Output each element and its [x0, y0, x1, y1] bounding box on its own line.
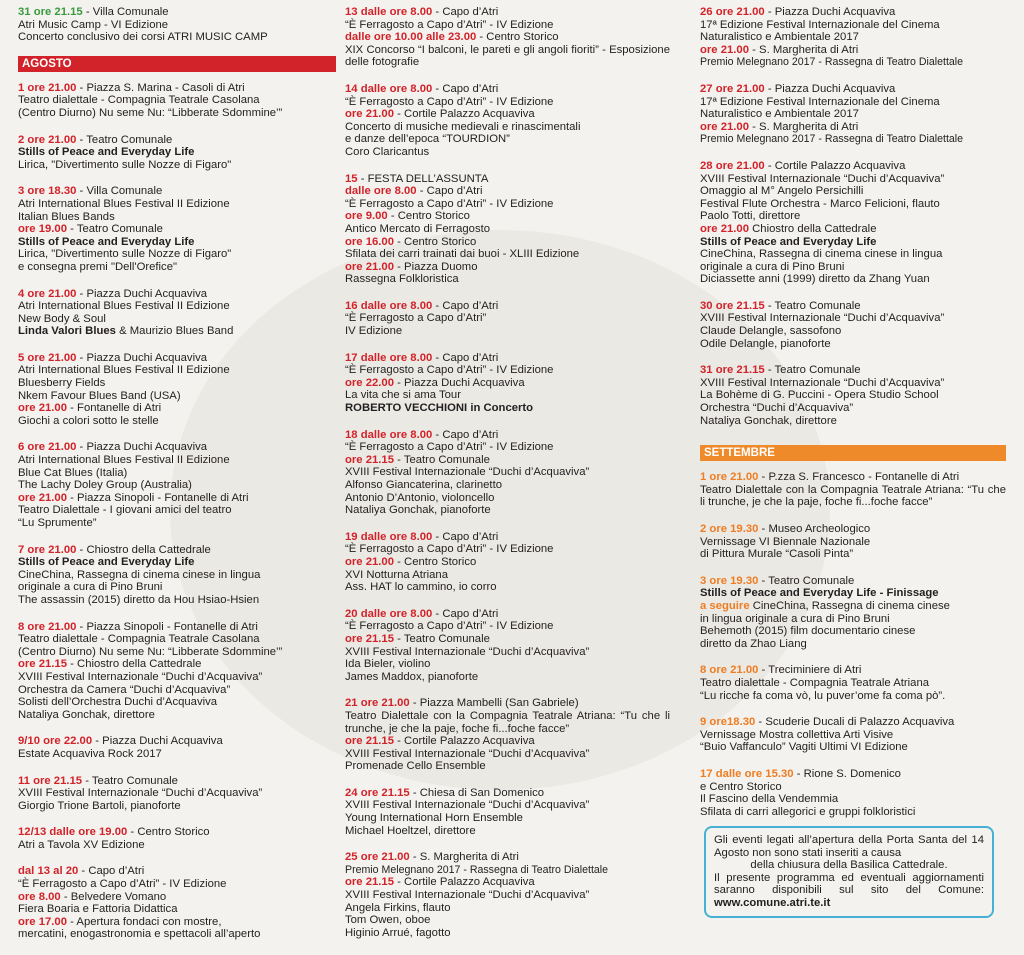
event-line: Behemoth (2015) film documentario cinese	[700, 625, 916, 638]
event-line: Tom Owen, oboe	[345, 914, 431, 927]
event-place: - Capo d’Atri	[432, 82, 499, 95]
event-date: 9 ore18.30	[700, 716, 756, 729]
event-place: - Chiostro della Cattedrale	[67, 658, 202, 671]
event-aug-27	[700, 83, 1006, 146]
event-place: - Centro Storico	[127, 826, 210, 839]
event-time: ore 8.00	[18, 890, 61, 903]
event-line: Stills of Peace and Everyday Life	[18, 146, 195, 159]
event-line: Ass. HAT lo cammino, io corro	[345, 581, 497, 594]
event-sep-9	[700, 716, 1006, 754]
event-line: e Centro Storico	[700, 780, 782, 793]
event-line: Il Fascino della Vendemmia	[700, 793, 839, 806]
event-line: Vernissage Mostra collettiva Arti Visive	[700, 728, 894, 741]
event-place: - Piazza S. Marina - Casoli di Atri	[76, 81, 245, 94]
event-time: ore 21.00	[18, 491, 67, 504]
event-line: XVIII Festival Internazionale “Duchi d’Acquaviva”	[345, 645, 590, 658]
event-aug-19	[345, 531, 670, 594]
event-place: - Teatro Comunale	[764, 364, 861, 377]
event-place: - Piazza Sinopoli - Fontanelle di Atri	[67, 491, 249, 504]
event-time: ore 21.00	[700, 222, 749, 235]
section-header-settembre: SETTEMBRE	[700, 445, 1006, 461]
event-line: Teatro Dialettale con la Compagnia Teatrale Atriana: “Tu che li trunche, je che la paje, foche fi...foche facce”	[700, 483, 1006, 509]
event-place: - Teatro Comunale	[764, 299, 861, 312]
event-date: 3 ore 18.30	[18, 185, 77, 198]
event-line: XVIII Festival Internazionale “Duchi d’Acquaviva”	[345, 466, 590, 479]
event-aug-2	[18, 134, 336, 172]
event-place: - Belvedere Vomano	[60, 890, 167, 903]
event-date: 31 ore 21.15	[700, 364, 765, 377]
event-time: ore 21.15	[18, 658, 67, 671]
event-sep-8	[700, 664, 1006, 702]
event-date: dal 13 al 20	[18, 865, 79, 878]
event-line: Giochi a colori sotto le stelle	[18, 414, 159, 427]
event-line: Vernissage VI Biennale Nazionale	[700, 535, 871, 548]
event-line: (Centro Diurno) Nu seme Nu: “Libberate Sdommine’”	[18, 106, 283, 119]
event-line: CineChina, Rassegna di cinema cinese in lingua	[18, 568, 261, 581]
event-line: “È Ferragosto a Capo d’Atri” - IV Edizione	[345, 197, 554, 210]
event-line: Promenade Cello Ensemble	[345, 760, 486, 773]
event-place: - Piazza Duchi Acquaviva	[92, 735, 223, 748]
event-aug-31	[700, 364, 1006, 427]
event-line: XVI Notturna Atriana	[345, 568, 448, 581]
event-aug-3	[18, 185, 336, 273]
event-date: 4 ore 21.00	[18, 287, 77, 300]
event-date: 17 dalle ore 15.30	[700, 767, 794, 780]
event-line: The assassin (2015) diretto da Hou Hsiao-Hsien	[18, 593, 260, 606]
event-line: “È Ferragosto a Capo d’Atri” - IV Edizione	[345, 441, 554, 454]
event-line: & Maurizio Blues Band	[115, 325, 234, 338]
event-line: originale a cura di Pino Bruni	[18, 581, 163, 594]
event-line: La vita che si ama Tour	[345, 389, 461, 402]
event-line: CineChina, Rassegna di cinema cinese	[749, 599, 950, 612]
event-line: Giorgio Trione Bartoli, pianoforte	[18, 799, 181, 812]
event-date: 26 ore 21.00	[700, 6, 765, 18]
event-place: - Cortile Palazzo Acquaviva	[394, 735, 535, 748]
event-line: “È Ferragosto a Capo d’Atri” - IV Edizione	[345, 364, 554, 377]
event-aug-9-10	[18, 735, 336, 760]
event-place: - Chiostro della Cattedrale	[76, 543, 211, 556]
note-text: Il presente programma ed eventuali aggiornamenti saranno disponibili sul sito del Comune:	[714, 871, 984, 897]
event-place: - Piazza Duchi Acquaviva	[76, 287, 208, 300]
event-time: ore 21.15	[345, 453, 394, 466]
event-date: 3 ore 19.30	[700, 574, 759, 587]
event-time: ore 21.00	[700, 43, 749, 56]
event-line: “È Ferragosto a Capo d’Atri”	[345, 312, 487, 325]
event-line: “È Ferragosto a Capo d’Atri” - IV Edizione	[345, 95, 554, 108]
event-line: Naturalistico e Ambientale 2017	[700, 31, 859, 44]
event-time: ore 16.00	[345, 235, 394, 248]
event-line: Michael Hoeltzel, direttore	[345, 824, 476, 837]
event-line: Atri International Blues Festival II Edizione	[18, 364, 230, 377]
event-aug-6	[18, 441, 336, 529]
event-line: Premio Melegnano 2017 - Rassegna di Teatro Dialettale	[700, 56, 964, 69]
event-time: ore 21.00	[345, 108, 394, 121]
event-time: ore 17.00	[18, 915, 67, 928]
event-line: Alfonso Giancaterina, clarinetto	[345, 479, 502, 491]
event-line: - Finissage	[876, 587, 939, 600]
event-place: - S. Margherita di Atri	[749, 120, 859, 133]
event-line: Italian Blues Bands	[18, 210, 115, 223]
event-line: Nataliya Gonchak, direttore	[18, 708, 155, 721]
event-line: Rassegna Folkloristica	[345, 273, 459, 286]
event-line: “È Ferragosto a Capo d’Atri” - IV Edizione	[345, 18, 554, 31]
note-text: Gli eventi legati all’apertura della Porta Santa del 14 Agosto non sono stati inseriti a causa	[714, 834, 984, 859]
event-time: ore 21.00	[700, 120, 749, 133]
event-line: e danze dell’epoca “TOURDION”	[345, 133, 510, 146]
event-line: Bluesberry Fields	[18, 377, 106, 390]
event-aug-21	[345, 697, 670, 773]
event-time: ore 19.00	[18, 223, 67, 236]
event-line: Antico Mercato di Ferragosto	[345, 222, 491, 235]
event-aug-13-20	[18, 865, 336, 941]
event-date: 19 dalle ore 8.00	[345, 530, 433, 543]
event-date: 1 ore 21.00	[700, 471, 759, 484]
event-line: “Lu ricche fa coma vò, lu puver’ome fa coma pò”.	[700, 689, 946, 702]
event-place: - P.zza S. Francesco - Fontanelle di Atri	[758, 471, 960, 484]
event-line: Atri International Blues Festival II Edizione	[18, 300, 230, 313]
event-line: James Maddox, pianoforte	[345, 670, 479, 683]
event-aug-24	[345, 787, 670, 837]
event-aug-7	[18, 544, 336, 607]
event-place: - Centro Storico	[394, 235, 477, 248]
event-time: ore 21.00	[345, 555, 394, 568]
event-place: - S. Margherita di Atri	[749, 43, 859, 56]
event-line: XVIII Festival Internazionale “Duchi d’Acquaviva”	[18, 670, 263, 683]
event-date: 2 ore 19.30	[700, 523, 759, 535]
event-line: Teatro dialettale - Compagnia Teatrale Atriana	[700, 676, 930, 689]
event-line: Teatro Dialettale con la Compagnia Teatrale Atriana: “Tu che li trunche, je che la paje, foche fi...foche facce”	[345, 709, 670, 735]
event-place: - Treciminiere di Atri	[758, 664, 862, 677]
event-place: - Cortile Palazzo Acquaviva	[394, 108, 535, 121]
event-place: - Teatro Comunale	[76, 133, 173, 146]
event-aug-5	[18, 352, 336, 428]
event-date: 2 ore 21.00	[18, 133, 77, 146]
event-time: ore 22.00	[345, 376, 394, 389]
event-aug-8	[18, 621, 336, 722]
event-date: 30 ore 21.15	[700, 299, 765, 312]
event-place: - Capo d’Atri	[432, 299, 499, 312]
event-line: XVIII Festival Internazionale “Duchi d’Acquaviva”	[18, 787, 263, 800]
event-date: 20 dalle ore 8.00	[345, 607, 433, 620]
event-aug-13	[345, 6, 670, 69]
event-line: (Centro Diurno) Nu seme Nu: “Libberate Sdommine’”	[18, 645, 283, 658]
event-line: di Pittura Murale “Casoli Pinta”	[700, 548, 854, 561]
event-time: ore 21.15	[345, 632, 394, 645]
event-aug-18	[345, 429, 670, 517]
note-text: della chiusura della Basilica Cattedrale.	[750, 859, 948, 872]
event-line: Premio Melegnano 2017 - Rassegna di Teatro Dialettale	[345, 863, 609, 876]
event-line: “È Ferragosto a Capo d’Atri” - IV Edizione	[345, 543, 554, 556]
event-time: ore 21.00	[345, 260, 394, 273]
event-place: - Piazza Duchi Acquaviva	[394, 376, 525, 389]
event-aug-16	[345, 300, 670, 338]
event-line: Teatro Dialettale - I giovani amici del teatro	[18, 504, 232, 517]
event-aug-12-13	[18, 826, 336, 851]
event-line: CineChina, Rassegna di cinema cinese in lingua	[700, 248, 943, 261]
event-line: Sfilata dei carri trainati dai buoi - XLIII Edizione	[345, 248, 580, 261]
event-place: - Piazza Duchi Acquaviva	[764, 6, 896, 18]
event-line: Claude Delangle, sassofono	[700, 325, 842, 338]
event-place: - Villa Comunale	[76, 185, 163, 198]
event-place: - Teatro Comunale	[394, 453, 490, 466]
event-place: - Apertura fondaci con mostre,	[67, 915, 222, 928]
event-date: 11 ore 21.15	[18, 774, 83, 787]
event-line: The Lachy Doley Group (Australia)	[18, 479, 192, 492]
event-place: - Museo Archeologico	[758, 523, 871, 535]
event-place: - Piazza Duomo	[394, 260, 478, 273]
event-line: Linda Valori Blues	[18, 325, 116, 338]
event-line: Omaggio al M° Angelo Persichilli	[700, 185, 864, 198]
event-aug-11	[18, 775, 336, 813]
event-place: - Teatro Comunale	[758, 574, 855, 587]
event-date: 16 dalle ore 8.00	[345, 299, 433, 312]
event-place: - Centro Storico	[387, 210, 470, 223]
event-place: - Capo d’Atri	[78, 865, 145, 878]
event-place: - Rione S. Domenico	[793, 767, 901, 780]
event-date: 6 ore 21.00	[18, 441, 77, 454]
event-aug-1	[18, 82, 336, 120]
event-line: XVIII Festival Internazionale “Duchi d’Acquaviva”	[700, 376, 945, 389]
event-sep-17	[700, 768, 1006, 818]
event-line: XVIII Festival Internazionale “Duchi d’Acquaviva”	[700, 172, 945, 185]
event-line: Odile Delangle, pianoforte	[700, 337, 831, 350]
event-date: 5 ore 21.00	[18, 351, 77, 364]
info-note-box	[704, 826, 994, 918]
event-line: Orchestra “Duchi d’Acquaviva”	[700, 402, 854, 415]
event-line: Antonio D’Antonio, violoncello	[345, 491, 495, 504]
event-place: - Capo d’Atri	[432, 428, 499, 441]
event-time: dalle ore 10.00 alle 23.00	[345, 31, 477, 44]
event-line: Nkem Favour Blues Band (USA)	[18, 389, 181, 402]
event-line: Diciassette anni (1999) diretto da Zhang Yuan	[700, 273, 930, 286]
event-line: 17ª Edizione Festival Internazionale del Cinema	[700, 95, 940, 108]
event-place: - S. Margherita di Atri	[409, 851, 519, 864]
event-place: - Capo d’Atri	[416, 185, 483, 198]
event-aug-4	[18, 288, 336, 338]
event-place: - FESTA DELL’ASSUNTA	[357, 172, 489, 185]
event-sep-3	[700, 575, 1006, 651]
event-aug-15	[345, 173, 670, 286]
event-place: - Cortile Palazzo Acquaviva	[394, 876, 535, 889]
event-place: - Teatro Comunale	[394, 632, 490, 645]
event-line: Coro Claricantus	[345, 145, 430, 158]
event-aug-14	[345, 83, 670, 159]
event-aug-30	[700, 300, 1006, 350]
event-line: Angela Firkins, flauto	[345, 901, 451, 914]
event-place: - Capo d’Atri	[432, 351, 499, 364]
event-date: 21 ore 21.00	[345, 697, 410, 710]
event-line: Teatro dialettale - Compagnia Teatrale Casolana	[18, 94, 260, 107]
event-line: Stills of Peace and Everyday Life	[18, 556, 195, 569]
column-1	[18, 6, 336, 955]
event-date: 27 ore 21.00	[700, 82, 765, 95]
event-line: Solisti dell’Orchestra Duchi d’Acquaviva	[18, 696, 218, 709]
event-date: 13 dalle ore 8.00	[345, 6, 433, 18]
event-place: - Chiesa di San Domenico	[409, 786, 545, 799]
event-place: - Piazza Duchi Acquaviva	[764, 82, 896, 95]
event-line: “È Ferragosto a Capo d’Atri” - IV Edizione	[345, 620, 554, 633]
event-line: Blue Cat Blues (Italia)	[18, 466, 128, 479]
event-date: 8 ore 21.00	[18, 620, 77, 633]
event-line: 17ª Edizione Festival Internazionale del Cinema	[700, 18, 940, 31]
section-header-agosto: AGOSTO	[18, 56, 336, 72]
event-time: ore 21.15	[345, 876, 394, 889]
event-date: 1 ore 21.00	[18, 81, 77, 94]
event-line: Orchestra da Camera “Duchi d’Acquaviva”	[18, 683, 231, 696]
event-line: Atri International Blues Festival II Edizione	[18, 197, 230, 210]
event-line: Naturalistico e Ambientale 2017	[700, 108, 859, 121]
event-line: Lirica, "Divertimento sulle Nozze di Figaro"	[18, 158, 232, 171]
event-date: 31 ore 21.15	[18, 6, 83, 18]
event-date: 15	[345, 172, 358, 185]
event-place: - Piazza Duchi Acquaviva	[76, 351, 208, 364]
event-place: - Piazza Mambelli (San Gabriele)	[409, 697, 579, 710]
event-line: Atri a Tavola XV Edizione	[18, 838, 145, 851]
event-aug-28	[700, 160, 1006, 286]
event-place: - Cortile Palazzo Acquaviva	[764, 159, 906, 172]
event-line: Atri International Blues Festival II Edizione	[18, 454, 230, 467]
event-line: Nataliya Gonchak, direttore	[700, 414, 837, 427]
event-aug-20	[345, 608, 670, 684]
event-line: Stills of Peace and Everyday Life	[18, 235, 195, 248]
event-time: ore 21.00	[18, 402, 67, 415]
event-place: - Piazza Sinopoli - Fontanelle di Atri	[76, 620, 258, 633]
event-line: diretto da Zhao Liang	[700, 637, 807, 650]
event-time: a seguire	[700, 599, 750, 612]
event-line: e consegna premi "Dell'Orefice"	[18, 260, 177, 273]
event-line: Estate Acquaviva Rock 2017	[18, 747, 162, 760]
event-line: Stills of Peace and Everyday Life	[700, 587, 877, 600]
event-line: in lingua originale a cura di Pino Bruni	[700, 612, 890, 625]
event-line: Sfilata di carri allegorici e gruppi folkloristici	[700, 805, 916, 818]
event-time: dalle ore 8.00	[345, 185, 417, 198]
event-place: - Centro Storico	[476, 31, 559, 44]
event-sep-2	[700, 523, 1006, 561]
column-2	[345, 6, 670, 953]
event-place: - Centro Storico	[394, 555, 477, 568]
event-line: XVIII Festival Internazionale “Duchi d’Acquaviva”	[345, 747, 590, 760]
event-aug-17	[345, 352, 670, 415]
event-place: - Capo d’Atri	[432, 607, 499, 620]
event-date: 9/10 ore 22.00	[18, 735, 93, 748]
event-date: 25 ore 21.00	[345, 851, 410, 864]
event-line: Festival Flute Orchestra - Marco Felicioni, flauto	[700, 197, 940, 210]
event-line: Ida Bieler, violino	[345, 658, 431, 671]
event-aug-25	[345, 851, 670, 939]
event-date: 8 ore 21.00	[700, 664, 759, 677]
event-line: Paolo Totti, direttore	[700, 210, 801, 223]
event-date: 14 dalle ore 8.00	[345, 82, 433, 95]
event-line: XVIII Festival Internazionale “Duchi d’Acquaviva”	[345, 889, 590, 902]
event-line: Atri Music Camp - VI Edizione	[18, 18, 169, 31]
event-place: - Villa Comunale	[82, 6, 169, 18]
event-place: - Fontanelle di Atri	[67, 402, 162, 415]
event-line: mercatini, enogastronomia e spettacoli all’aperto	[18, 928, 261, 941]
event-sep-1	[700, 471, 1006, 509]
event-line: Stills of Peace and Everyday Life	[700, 235, 877, 248]
event-line: IV Edizione	[345, 325, 403, 338]
event-place: - Teatro Comunale	[82, 774, 178, 787]
event-place: - Piazza Duchi Acquaviva	[76, 441, 208, 454]
event-line: XVIII Festival Internazionale “Duchi d’Acquaviva”	[345, 799, 590, 812]
event-place: - Scuderie Ducali di Palazzo Acquaviva	[755, 716, 955, 729]
event-line: “Buio Vaffanculo” Vagiti Ultimi VI Edizione	[700, 741, 908, 754]
event-line: “Lu Sprumente”	[18, 517, 97, 529]
event-line: Teatro dialettale - Compagnia Teatrale Casolana	[18, 633, 260, 646]
event-place: - Teatro Comunale	[67, 223, 163, 236]
event-aug-26	[700, 6, 1006, 69]
event-date: 17 dalle ore 8.00	[345, 351, 433, 364]
event-line: New Body & Soul	[18, 312, 106, 325]
event-line: XIX Concorso “I balconi, le pareti e gli angoli fioriti” - Esposizione delle fotografie	[345, 43, 670, 69]
event-date: 28 ore 21.00	[700, 159, 765, 172]
event-line: Concerto di musiche medievali e rinascimentali	[345, 120, 581, 133]
event-line: ROBERTO VECCHIONI in Concerto	[345, 402, 534, 415]
event-line: Lirica, "Divertimento sulle Nozze di Figaro"	[18, 248, 232, 261]
event-line: Fiera Boaria e Fattoria Didattica	[18, 903, 178, 916]
event-line: La Bohème di G. Puccini - Opera Studio School	[700, 389, 939, 402]
event-line: Nataliya Gonchak, pianoforte	[345, 504, 491, 517]
event-date: 24 ore 21.15	[345, 786, 410, 799]
event-line: “È Ferragosto a Capo d’Atri” - IV Edizione	[18, 878, 227, 891]
event-july-31	[18, 6, 336, 44]
event-time: ore 9.00	[345, 210, 388, 223]
event-line: originale a cura di Pino Bruni	[700, 260, 845, 273]
website-link[interactable]: www.comune.atri.te.it	[714, 896, 831, 909]
event-place: - Capo d’Atri	[432, 6, 499, 18]
event-line: Premio Melegnano 2017 - Rassegna di Teatro Dialettale	[700, 133, 964, 146]
event-date: 7 ore 21.00	[18, 543, 77, 556]
event-line: Higinio Arrué, fagotto	[345, 926, 451, 939]
event-place: - Capo d’Atri	[432, 530, 499, 543]
event-line: Concerto conclusivo dei corsi ATRI MUSIC CAMP	[18, 31, 268, 44]
event-line: XVIII Festival Internazionale “Duchi d’Acquaviva”	[700, 312, 945, 325]
event-time: ore 21.15	[345, 735, 394, 748]
event-line: Young International Horn Ensemble	[345, 812, 523, 825]
column-3	[700, 6, 1006, 832]
event-place: Chiostro della Cattedrale	[749, 222, 877, 235]
event-date: 12/13 dalle ore 19.00	[18, 826, 128, 839]
event-date: 18 dalle ore 8.00	[345, 428, 433, 441]
